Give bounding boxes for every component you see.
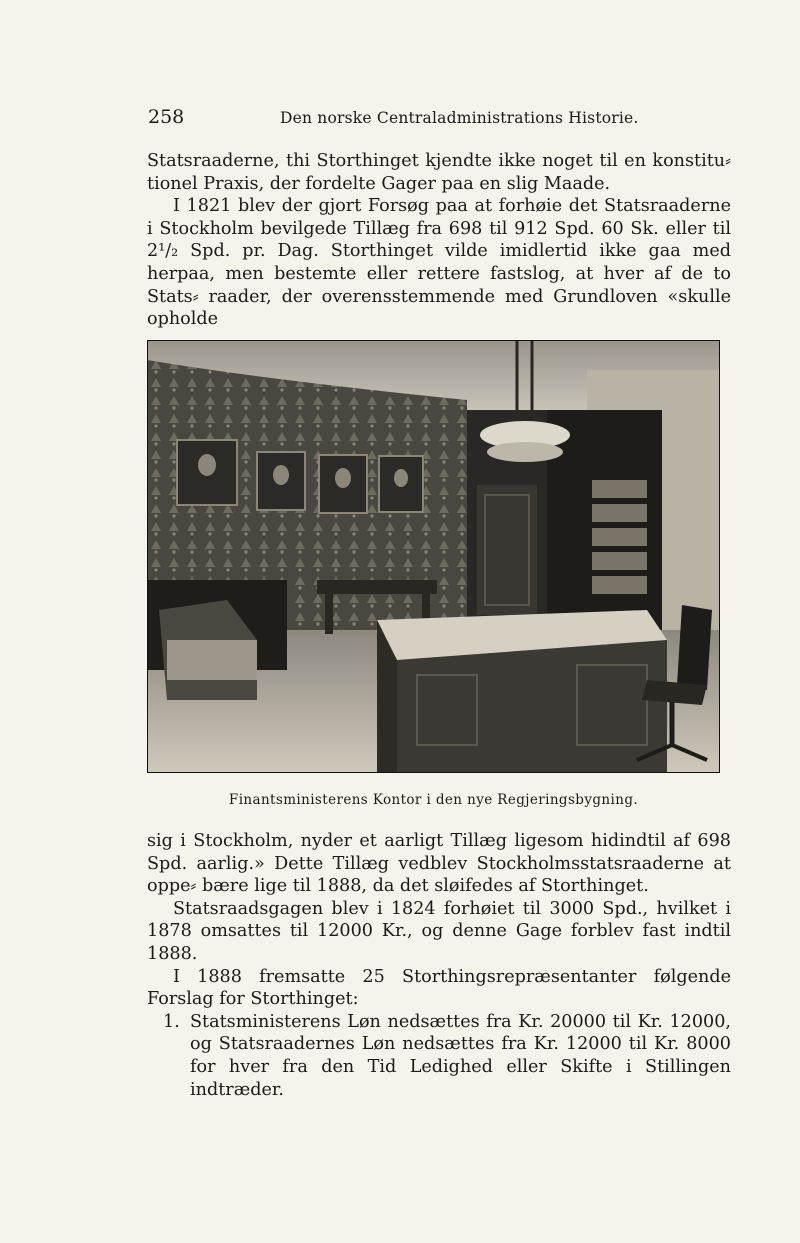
body-text-top xyxy=(147,150,731,331)
list-number: 1. xyxy=(163,1011,180,1032)
figure-caption: Finantsministerens Kontor i den nye Regjeringsbygning. xyxy=(228,792,639,808)
list-item xyxy=(147,1011,731,1101)
list-text: Statsministerens Løn nedsættes fra Kr. 20000 til Kr. 12000, og Statsraadernes Løn nedsættes fra Kr. 12000 til Kr. 8000 for hver fra den Tid Ledighed eller Skifte i Stillingen indtræder. xyxy=(190,1011,731,1100)
page-number: 258 xyxy=(148,106,185,128)
paragraph: sig i Stockholm, nyder et aarligt Tillæg ligesom hidindtil af 698 Spd. aarlig.» Dette Tillæg vedblev Stockholmsstatsraaderne at oppe⸗ bære lige til 1888, da det sløifedes af Storthinget. xyxy=(147,831,731,897)
running-head: Den norske Centraladministrations Historie. xyxy=(280,109,639,127)
office-photograph xyxy=(147,340,720,773)
paragraph: Statsraadsgagen blev i 1824 forhøiet til 3000 Spd., hvilket i 1878 omsattes til 12000 Kr., og denne Gage forblev fast indtil 1888. xyxy=(147,898,731,964)
paragraph: I 1888 fremsatte 25 Storthingsrepræsentanter følgende Forslag for Storthinget: xyxy=(147,966,731,1010)
body-text-bottom xyxy=(147,830,731,1101)
paragraph: Statsraaderne, thi Storthinget kjendte ikke noget til en konstitu⸗ tionel Praxis, der fordelte Gager paa en slig Maade. xyxy=(147,151,731,194)
paragraph: I 1821 blev der gjort Forsøg paa at forhøie det Statsraaderne i Stockholm bevilgede Tillæg fra 698 til 912 Spd. 60 Sk. eller til 2¹/₂ Spd. pr. Dag. Storthinget vilde imidlertid ikke gaa med herpaa, men bestemte eller rettere fastslog, at hver af de to Stats⸗ raader, der overensstemmende med Grundloven «skulle opholde xyxy=(147,196,731,330)
